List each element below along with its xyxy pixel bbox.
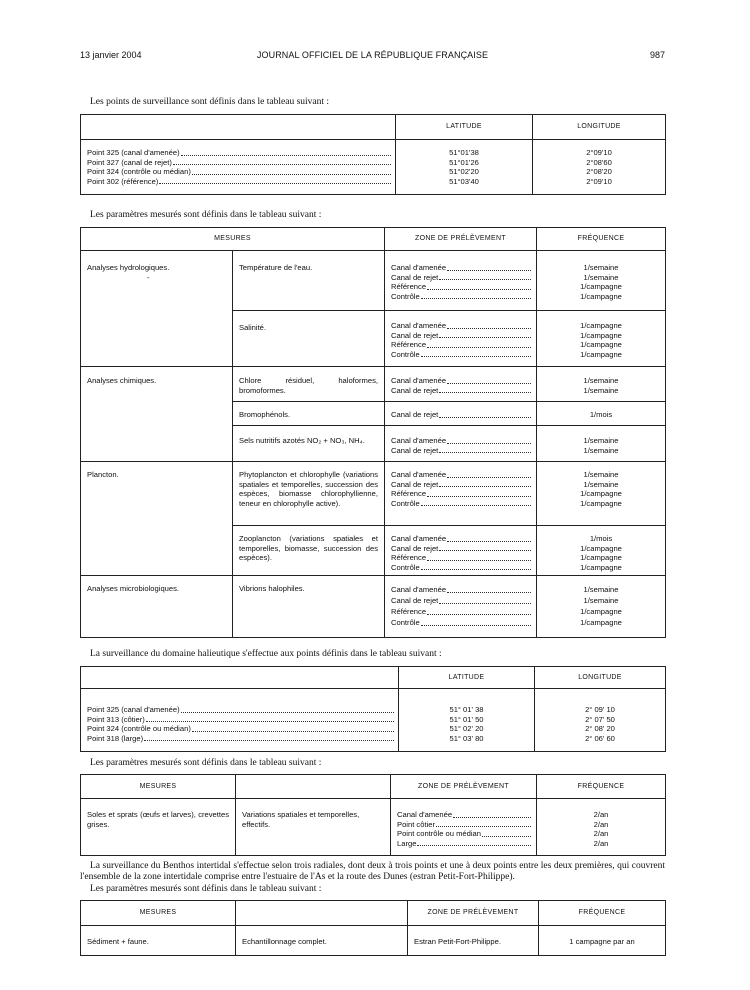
zone-list: Canal d'amenée Point côtier Point contrôle ou médian Large <box>391 799 537 856</box>
col-frequence-header: FRÉQUENCE <box>537 228 666 251</box>
frequency-list: 1/campagne 1/campagne 1/campagne 1/campagne <box>537 311 666 367</box>
col-longitude-header: LONGITUDE <box>535 667 666 689</box>
page-number: 987 <box>649 50 665 60</box>
section5-intro: Les paramètres mesurés sont définis dans le tableau suivant : <box>90 884 322 894</box>
halieutique-parameters-table <box>80 774 666 856</box>
col-frequence-header: FRÉQUENCE <box>539 901 666 926</box>
mesure-soles-sprats: Soles et sprats (œufs et larves), crevettes grises. <box>81 799 236 856</box>
section4-intro: Les paramètres mesurés sont définis dans le tableau suivant : <box>90 758 322 768</box>
benthos-paragraph: La surveillance du Benthos intertidal s'effectue selon trois radiales, dont deux à trois points et une à deux points entre les deux premières, qui couvrent l'ensemble de la zone intertidale comprise entre l'estuaire de l'As et la route des Dunes (estran Petit-Fort-Philippe). <box>80 861 665 882</box>
surveillance-points-table <box>80 114 666 195</box>
param-zooplancton: Zooplancton (variations spatiales et temporelles, biomasse, succession des espèces). <box>233 526 385 576</box>
col-mesures-header: MESURES <box>81 901 236 926</box>
point-row: Point 318 (large) <box>87 734 395 744</box>
param-chlore: Chlore résiduel, haloformes, bromoformes. <box>233 367 385 402</box>
journal-title: JOURNAL OFFICIEL DE LA RÉPUBLIQUE FRANÇAISE <box>256 50 489 60</box>
zone-list: Canal d'amenée Canal de rejet Référence Contrôle <box>385 526 537 576</box>
longitude-values: 2° 09' 10 2° 07' 50 2° 08' 20 2° 06' 60 <box>535 689 666 752</box>
param-temperature: Température de l'eau. <box>233 251 385 311</box>
param-vibrions: Vibrions halophiles. <box>233 576 385 638</box>
frequency-list: 2/an 2/an 2/an 2/an <box>537 799 666 856</box>
col-latitude-header: LATITUDE <box>396 115 533 140</box>
col-zone-header: ZONE DE PRÉLÈVEMENT <box>391 775 537 799</box>
col-latitude-header: LATITUDE <box>399 667 535 689</box>
longitude-values: 2°09'10 2°08'60 2°08'20 2°09'10 <box>533 140 666 195</box>
col-zone-header: ZONE DE PRÉLÈVEMENT <box>385 228 537 251</box>
zone-list: Canal de rejet <box>385 402 537 426</box>
category-plancton: Plancton. <box>81 462 233 576</box>
latitude-values: 51°01'38 51°01'26 51°02'20 51°03'40 <box>396 140 533 195</box>
zone-list: Canal d'amenée Canal de rejet <box>385 367 537 402</box>
section1-intro: Les points de surveillance sont définis dans le tableau suivant : <box>90 97 330 107</box>
param-bromophenols: Bromophénols. <box>233 402 385 426</box>
point-row: Point 325 (canal d'amenée) <box>87 148 392 158</box>
zone-list: Canal d'amenée Canal de rejet Référence Contrôle <box>385 576 537 638</box>
zone-list: Canal d'amenée Canal de rejet Référence Contrôle <box>385 462 537 526</box>
issue-date: 13 janvier 2004 <box>80 50 142 60</box>
zone-list: Canal d'amenée Canal de rejet <box>385 426 537 462</box>
param-sels-nutritifs: Sels nutritifs azotés NO₂ + NO₃, NH₄. <box>233 426 385 462</box>
param-variations: Variations spatiales et temporelles, effectifs. <box>236 799 391 856</box>
point-list <box>81 689 399 752</box>
zone-list: Canal d'amenée Canal de rejet Référence Contrôle <box>385 311 537 367</box>
point-row: Point 325 (canal d'amenée) <box>87 705 395 715</box>
frequency-list: 1/semaine 1/semaine <box>537 426 666 462</box>
mesure-sediment-faune: Sédiment + faune. <box>81 926 236 956</box>
point-row: Point 313 (côtier) <box>87 715 395 725</box>
zone-estran: Estran Petit-Fort-Philippe. <box>408 926 539 956</box>
frequency-list: 1/semaine 1/semaine 1/campagne 1/campagne <box>537 462 666 526</box>
frequency-list: 1/semaine 1/semaine 1/campagne 1/campagne <box>537 251 666 311</box>
point-row: Point 324 (contrôle ou médian) <box>87 724 395 734</box>
category-chimiques: Analyses chimiques. <box>81 367 233 462</box>
col-mesures-header: MESURES <box>81 228 385 251</box>
col-frequence-header: FRÉQUENCE <box>537 775 666 799</box>
col-longitude-header: LONGITUDE <box>533 115 666 140</box>
frequency-list: 1/semaine 1/semaine <box>537 367 666 402</box>
point-row: Point 327 (canal de rejet) <box>87 158 392 168</box>
col-mesures-header: MESURES <box>81 775 236 799</box>
section2-intro: Les paramètres mesurés sont définis dans le tableau suivant : <box>90 210 322 220</box>
zone-list: Canal d'amenée Canal de rejet Référence Contrôle <box>385 251 537 311</box>
frequency-list: 1/mois 1/campagne 1/campagne 1/campagne <box>537 526 666 576</box>
benthos-parameters-table <box>80 900 666 956</box>
frequency-value: 1 campagne par an <box>539 926 666 956</box>
halieutique-points-table <box>80 666 666 752</box>
section3-intro: La surveillance du domaine halieutique s'effectue aux points définis dans le tableau suivant : <box>90 649 442 659</box>
param-echantillonnage: Echantillonnage complet. <box>236 926 408 956</box>
category-hydrologiques: Analyses hydrologiques. - <box>81 251 233 367</box>
param-phytoplancton: Phytoplancton et chlorophylle (variations spatiales et temporelles, succession des espèces, biomasse chlorophyllienne, teneur en chlorophylle active). <box>233 462 385 526</box>
measured-parameters-table <box>80 227 666 638</box>
point-row: Point 324 (contrôle ou médian) <box>87 167 392 177</box>
point-row: Point 302 (référence) <box>87 177 392 187</box>
frequency-list: 1/semaine 1/semaine 1/campagne 1/campagne <box>537 576 666 638</box>
point-list <box>81 140 396 195</box>
frequency-list: 1/mois <box>537 402 666 426</box>
param-salinite: Salinité. <box>233 311 385 367</box>
page-header <box>80 50 665 62</box>
category-microbiologiques: Analyses microbiologiques. <box>81 576 233 638</box>
col-zone-header: ZONE DE PRÉLÈVEMENT <box>408 901 539 926</box>
latitude-values: 51° 01' 38 51° 01' 50 51° 02' 20 51° 03' 80 <box>399 689 535 752</box>
